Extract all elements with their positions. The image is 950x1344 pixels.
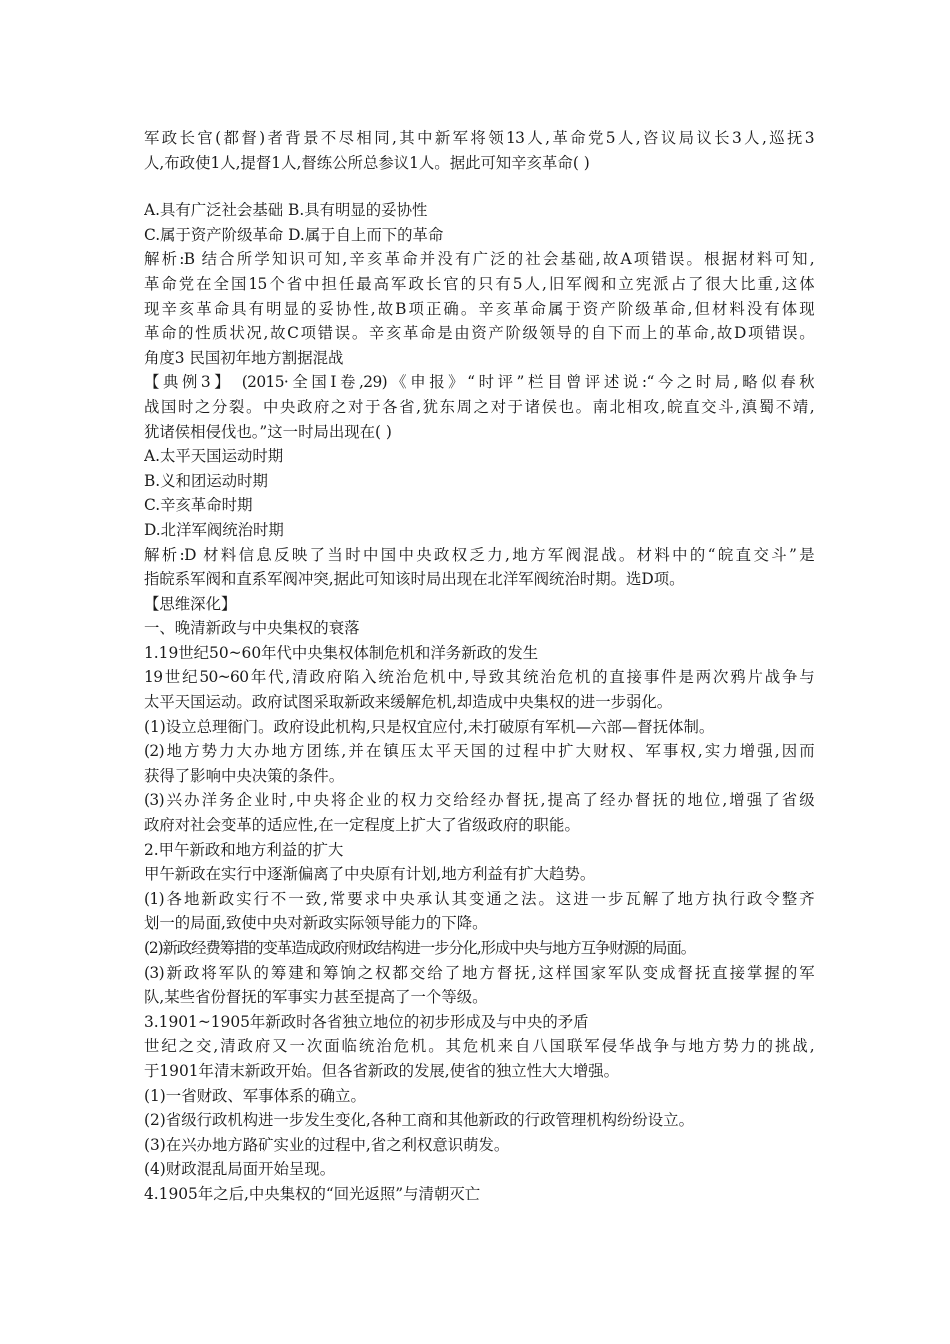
example-line: 犹诸侯相侵伐也。”这一时局出现在( ) bbox=[144, 422, 392, 441]
analysis-line: 指皖系军阀和直系军阀冲突,据此可知该时局出现在北洋军阀统治时期。选D项。 bbox=[144, 570, 685, 589]
analysis-line: 解析:B 结合所学知识可知,辛亥革命并没有广泛的社会基础,故A项错误。根据材料可知, bbox=[144, 250, 814, 269]
body-line: (2)新政经费筹措的变革造成政府财政结构进一步分化,形成中央与地方互争财源的局面。 bbox=[144, 939, 696, 957]
section-heading: 角度3 民国初年地方割据混战 bbox=[144, 348, 344, 367]
example-line: 战国时之分裂。中央政府之对于各省,犹东周之对于诸侯也。南北相攻,皖直交斗,滇蜀不靖, bbox=[144, 397, 814, 416]
body-line: 甲午新政在实行中逐渐偏离了中央原有计划,地方利益有扩大趋势。 bbox=[144, 865, 596, 884]
body-line: (3)新政将军队的筹建和筹饷之权都交给了地方督抚,这样国家军队变成督抚直接掌握的军 bbox=[144, 963, 814, 982]
analysis-line: 革命的性质状况,故C项错误。辛亥革命是由资产阶级领导的自下而上的革命,故D项错误。 bbox=[144, 324, 814, 343]
body-line: 获得了影响中央决策的条件。 bbox=[144, 766, 345, 785]
body-line: 政府对社会变革的适应性,在一定程度上扩大了省级政府的职能。 bbox=[144, 816, 580, 835]
text-line: 人,布政使1人,提督1人,督练公所总参议1人。据此可知辛亥革命( ) bbox=[144, 153, 590, 172]
subsection-heading: 3.1901~1905年新政时各省独立地位的初步形成及与中央的矛盾 bbox=[144, 1012, 589, 1031]
body-line: 19世纪50~60年代,清政府陷入统治危机中,导致其统治危机的直接事件是两次鸦片战争与 bbox=[144, 668, 814, 687]
body-line: 于1901年清末新政开始。但各省新政的发展,使省的独立性大大增强。 bbox=[144, 1061, 619, 1080]
body-line: 世纪之交,清政府又一次面临统治危机。其危机来自八国联军侵华战争与地方势力的挑战, bbox=[144, 1037, 814, 1056]
option-line: A.太平天国运动时期 bbox=[144, 447, 284, 466]
analysis-line: 现辛亥革命具有明显的妥协性,故B项正确。辛亥革命属于资产阶级革命,但材料没有体现 bbox=[144, 299, 814, 318]
body-line: 划一的局面,致使中央对新政实际领导能力的下降。 bbox=[144, 914, 488, 933]
subsection-heading: 2.甲午新政和地方利益的扩大 bbox=[144, 840, 344, 859]
section-heading: 一、晚清新政与中央集权的衰落 bbox=[144, 619, 360, 638]
section-heading: 【思维深化】 bbox=[144, 594, 237, 613]
analysis-line: 解析:D 材料信息反映了当时中国中央政权乏力,地方军阀混战。材料中的“皖直交斗”是 bbox=[144, 545, 814, 564]
option-line: B.义和团运动时期 bbox=[144, 471, 268, 490]
body-line: (4)财政混乱局面开始呈现。 bbox=[144, 1160, 336, 1179]
body-line: (3)在兴办地方路矿实业的过程中,省之利权意识萌发。 bbox=[144, 1135, 510, 1154]
body-line: (1)各地新政实行不一致,常要求中央承认其变通之法。这进一步瓦解了地方执行政令整齐 bbox=[144, 889, 814, 908]
option-line: C.属于资产阶级革命 D.属于自上而下的革命 bbox=[144, 225, 444, 244]
body-line: (2)地方势力大办地方团练,并在镇压太平天国的过程中扩大财权、军事权,实力增强,因而 bbox=[144, 742, 814, 761]
subsection-heading: 4.1905年之后,中央集权的“回光返照”与清朝灭亡 bbox=[144, 1184, 481, 1203]
text-line: 军政长官(都督)者背景不尽相同,其中新军将领13人,革命党5人,咨议局议长3人,巡抚3 bbox=[144, 129, 814, 147]
document-page bbox=[144, 126, 814, 1207]
option-line: C.辛亥革命时期 bbox=[144, 496, 253, 515]
body-line: 队,某些省份督抚的军事实力甚至提高了一个等级。 bbox=[144, 988, 488, 1007]
example-line: 【典例3】 (2015·全国Ⅰ卷,29)《申报》“时评”栏目曾评述说:“今之时局,略似春秋 bbox=[144, 373, 814, 392]
option-line: D.北洋军阀统治时期 bbox=[144, 520, 284, 539]
body-line: (1)设立总理衙门。政府设此机构,只是权宜应付,未打破原有军机—六部—督抚体制。 bbox=[144, 717, 715, 736]
body-line: (2)省级行政机构进一步发生变化,各种工商和其他新政的行政管理机构纷纷设立。 bbox=[144, 1111, 694, 1130]
body-line: (3)兴办洋务企业时,中央将企业的权力交给经办督抚,提高了经办督抚的地位,增强了省级 bbox=[144, 791, 814, 810]
spacer bbox=[144, 175, 814, 198]
analysis-line: 革命党在全国15个省中担任最高军政长官的只有5人,旧军阀和立宪派占了很大比重,这体 bbox=[144, 274, 814, 293]
subsection-heading: 1.19世纪50~60年代中央集权体制危机和洋务新政的发生 bbox=[144, 643, 539, 662]
body-line: 太平天国运动。政府试图采取新政来缓解危机,却造成中央集权的进一步弱化。 bbox=[144, 693, 673, 712]
option-line: A.具有广泛社会基础 B.具有明显的妥协性 bbox=[144, 201, 428, 220]
body-line: (1)一省财政、军事体系的确立。 bbox=[144, 1086, 366, 1105]
